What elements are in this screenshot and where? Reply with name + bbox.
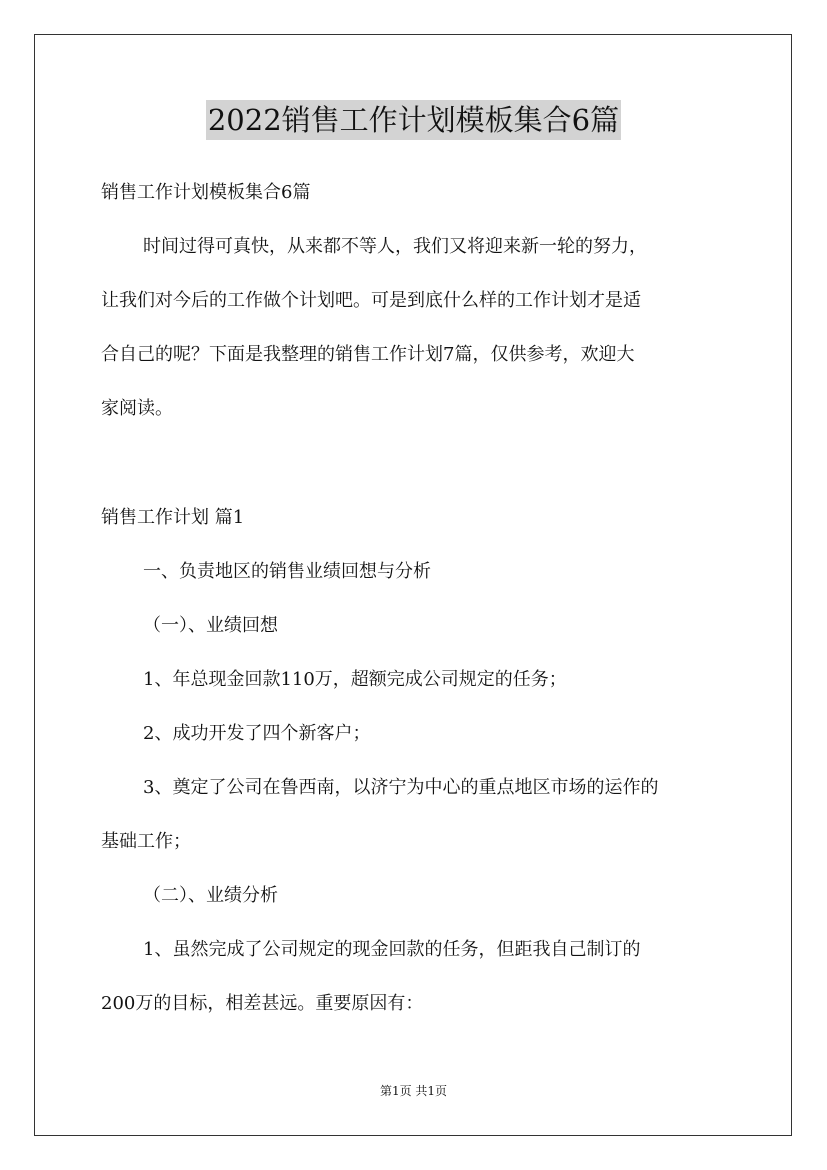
body-line-2: （一）、业绩回想	[143, 615, 278, 636]
title-container	[0, 100, 827, 140]
body-line-9: 200万的目标，相差甚远。重要原因有：	[101, 993, 424, 1014]
body-line-7: （二）、业绩分析	[143, 885, 278, 906]
page-footer: 第1页 共1页	[379, 1084, 448, 1098]
intro-line-2: 让我们对今后的工作做个计划吧。可是到底什么样的工作计划才是适	[101, 290, 641, 311]
intro-line-1: 时间过得可真快，从来都不等人，我们又将迎来新一轮的努力，	[143, 236, 647, 257]
document-title: 2022销售工作计划模板集合6篇	[206, 100, 621, 140]
body-line-5: 3、奠定了公司在鲁西南，以济宁为中心的重点地区市场的运作的	[143, 777, 659, 798]
body-line-8: 1、虽然完成了公司规定的现金回款的任务，但距我自己制订的	[143, 939, 641, 960]
body-line-6: 基础工作；	[101, 831, 191, 852]
section-heading: 销售工作计划 篇1	[101, 507, 245, 528]
body-line-1: 一、负责地区的销售业绩回想与分析	[143, 561, 431, 582]
intro-line-3: 合自己的呢？下面是我整理的销售工作计划7篇，仅供参考，欢迎大	[101, 344, 635, 365]
body-line-4: 2、成功开发了四个新客户；	[143, 723, 371, 744]
document-subtitle: 销售工作计划模板集合6篇	[101, 182, 311, 203]
intro-line-4: 家阅读。	[101, 398, 173, 419]
body-line-3: 1、年总现金回款110万，超额完成公司规定的任务；	[143, 669, 567, 690]
